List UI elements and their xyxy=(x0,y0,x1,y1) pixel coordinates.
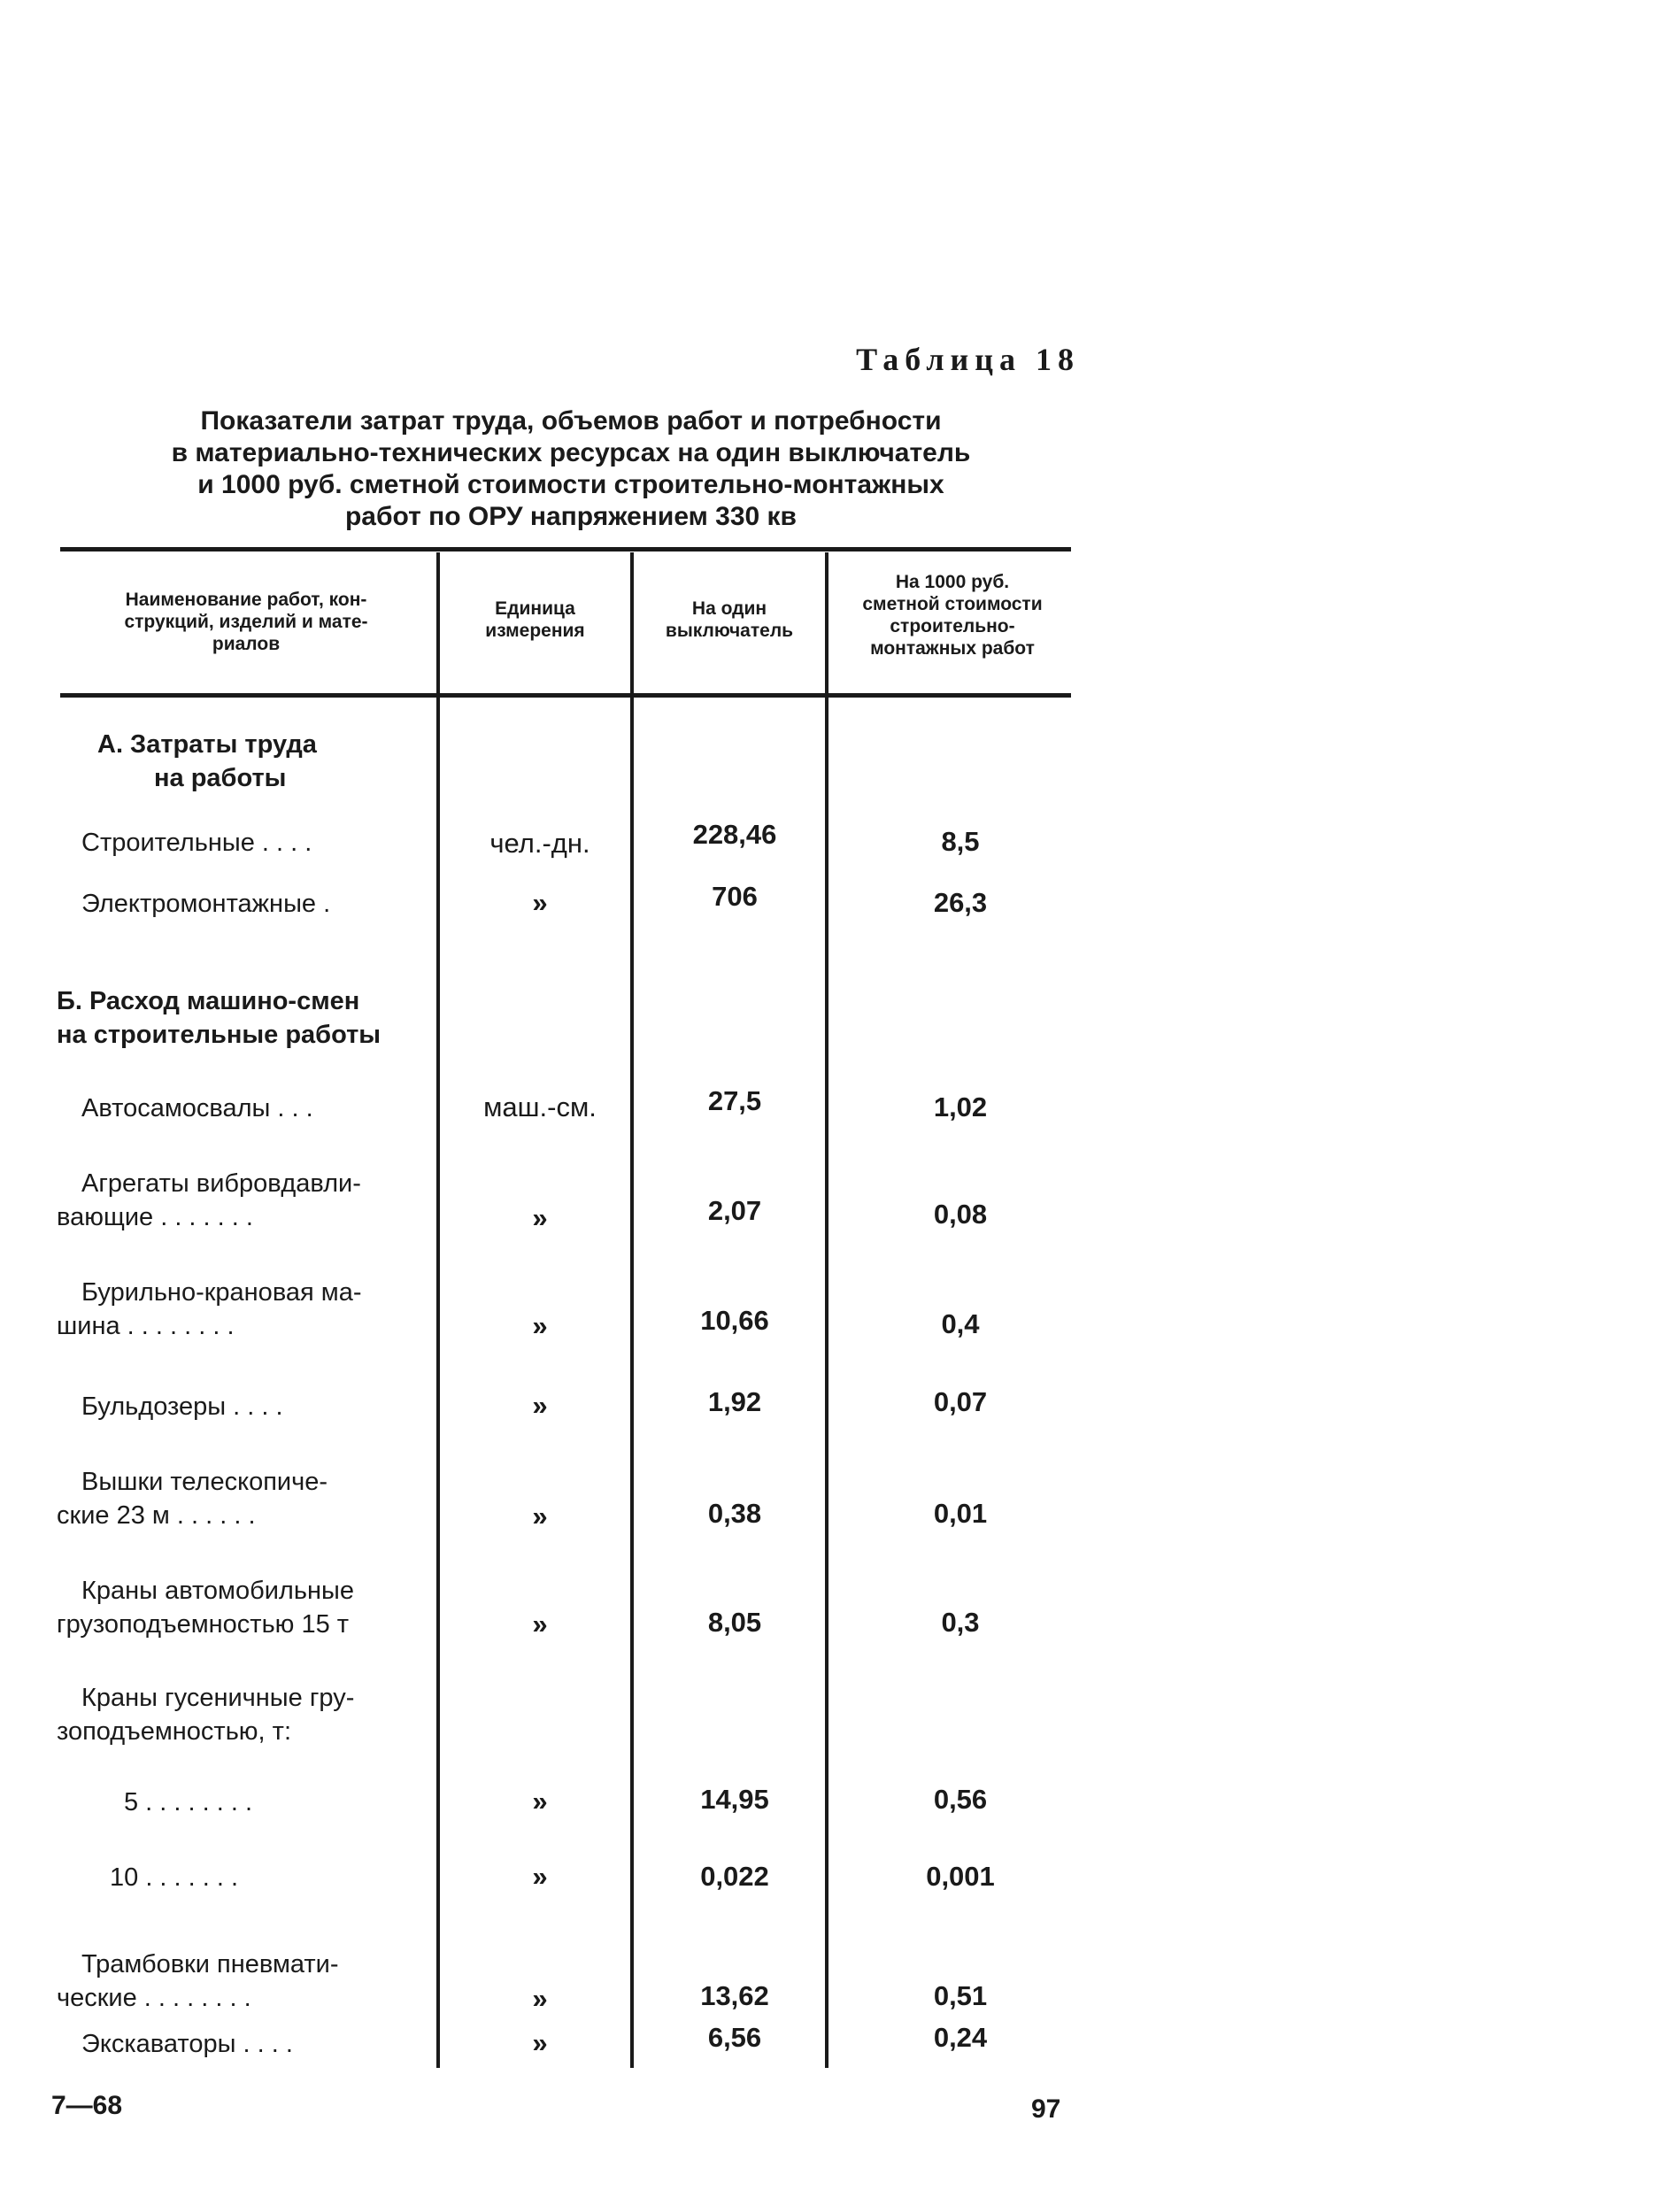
row-per-switch: 27,5 xyxy=(707,1085,762,1116)
row-unit: маш.-см. xyxy=(483,1091,597,1122)
row-unit: » xyxy=(532,1608,548,1639)
row-per-switch: 0,022 xyxy=(700,1861,769,1892)
row-unit: » xyxy=(532,1310,548,1341)
title-line: и 1000 руб. сметной стоимости строительно-монтажных xyxy=(197,470,944,499)
row-per-switch: 1,92 xyxy=(707,1386,762,1417)
row-per-1000: 0,3 xyxy=(941,1607,980,1638)
row-per-switch: 13,62 xyxy=(700,1980,769,2011)
row-unit: » xyxy=(532,887,548,918)
header-per-1000: На 1000 руб. сметной стоимости строительно- монтажных работ xyxy=(862,572,1043,659)
page-number: 97 xyxy=(1031,2094,1061,2124)
row-name: Трамбовки пневмати- ческие . . . . . . . . xyxy=(57,1950,339,2012)
section-b-heading: Б. Расход машино-смен на строительные работы xyxy=(57,987,381,1049)
header-name: Наименование работ, кон- струкций, изделий и мате- риалов xyxy=(124,590,368,654)
title-line: в материально-технических ресурсах на один выключатель xyxy=(171,438,971,467)
row-per-switch: 0,38 xyxy=(707,1498,762,1529)
row-unit: » xyxy=(532,1500,548,1531)
row-per-1000: 8,5 xyxy=(941,826,980,857)
row-unit: » xyxy=(532,2027,548,2058)
header-bottom-rule xyxy=(60,693,1071,698)
row-per-1000: 26,3 xyxy=(933,887,988,918)
row-per-switch: 706 xyxy=(712,881,758,912)
row-per-switch: 14,95 xyxy=(700,1784,769,1815)
row-per-1000: 0,4 xyxy=(941,1308,980,1339)
row-name: Бурильно-крановая ма- шина . . . . . . . . xyxy=(57,1278,362,1340)
row-name: Агрегаты вибровдавли- вающие . . . . . . . xyxy=(57,1169,361,1231)
row-unit: чел.-дн. xyxy=(489,828,590,859)
row-unit: » xyxy=(532,1983,548,2014)
section-a-heading: А. Затраты труда на работы xyxy=(97,730,317,792)
table-number: Таблица 18 xyxy=(856,342,1080,377)
title-line: работ по ОРУ напряжением 330 кв xyxy=(344,502,797,531)
row-per-1000: 1,02 xyxy=(933,1091,988,1122)
table-top-rule xyxy=(60,547,1071,552)
row-name: Автосамосвалы . . . xyxy=(81,1094,313,1122)
row-name: Краны гусеничные гру- зоподъемностью, т: xyxy=(57,1684,355,1746)
row-per-switch: 2,07 xyxy=(707,1195,762,1226)
row-per-switch: 6,56 xyxy=(707,2022,762,2053)
header-unit: Единица измерения xyxy=(485,598,585,641)
row-name: 5 . . . . . . . . xyxy=(124,1788,253,1816)
row-name: Строительные . . . . xyxy=(81,829,312,857)
row-name: Краны автомобильные грузоподъемностью 15 т xyxy=(57,1577,354,1639)
table-title xyxy=(106,405,1036,533)
row-per-switch: 8,05 xyxy=(707,1607,762,1638)
row-name: 10 . . . . . . . xyxy=(110,1863,239,1892)
row-name: Вышки телескопиче- ские 23 м . . . . . . xyxy=(57,1468,328,1530)
row-unit: » xyxy=(532,1786,548,1816)
row-per-1000: 0,01 xyxy=(933,1498,988,1529)
row-per-1000: 0,07 xyxy=(933,1386,988,1417)
footer-signature: 7—68 xyxy=(51,2091,123,2120)
row-per-1000: 0,24 xyxy=(933,2022,988,2053)
row-per-switch: 228,46 xyxy=(692,819,777,850)
row-name: Экскаваторы . . . . xyxy=(81,2030,293,2058)
row-unit: » xyxy=(532,1861,548,1892)
row-unit: » xyxy=(532,1202,548,1233)
row-per-1000: 0,56 xyxy=(933,1784,988,1815)
row-unit: » xyxy=(532,1390,548,1421)
row-per-1000: 0,08 xyxy=(933,1199,988,1230)
header-per-switch: На один выключатель xyxy=(665,598,794,641)
row-name: Электромонтажные . xyxy=(81,890,331,918)
row-per-1000: 0,001 xyxy=(926,1861,995,1892)
row-name: Бульдозеры . . . . xyxy=(81,1392,283,1421)
row-per-1000: 0,51 xyxy=(933,1980,988,2011)
title-line: Показатели затрат труда, объемов работ и потребности xyxy=(200,406,942,436)
row-per-switch: 10,66 xyxy=(700,1305,769,1336)
column-divider xyxy=(436,552,440,2068)
